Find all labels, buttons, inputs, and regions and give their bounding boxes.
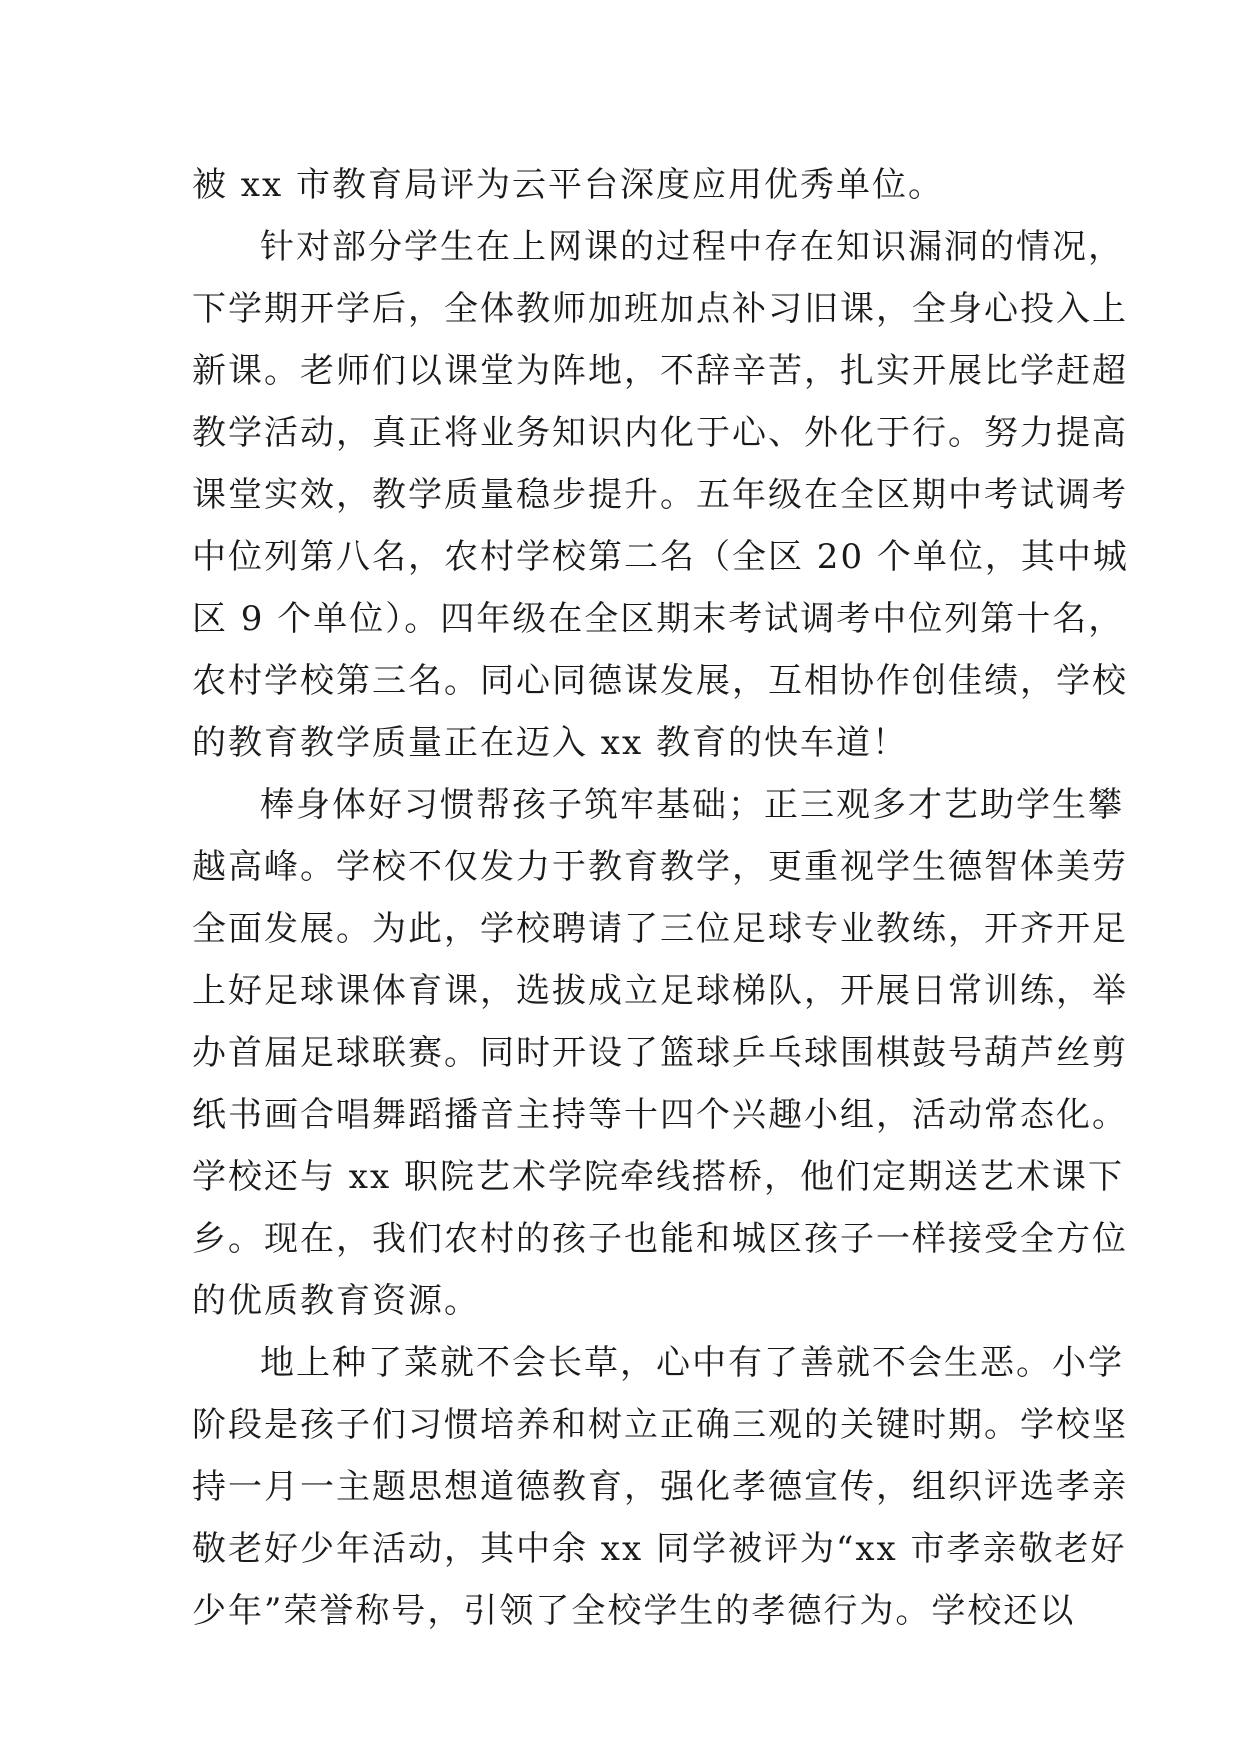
text-line: 棒身体好习惯帮孩子筑牢基础；正三观多才艺助学生攀 — [260, 785, 1124, 825]
text-line: 的教育教学质量正在迈入 xx 教育的快车道！ — [192, 723, 908, 763]
text-line: 少年”荣誉称号，引领了全校学生的孝德行为。学校还以 — [192, 1591, 1076, 1631]
text-line: 被 xx 市教育局评为云平台深度应用优秀单位。 — [192, 165, 944, 205]
text-line: 区 9 个单位）。四年级在全区期末考试调考中位列第十名， — [192, 599, 1125, 639]
text-line: 教学活动，真正将业务知识内化于心、外化于行。努力提高 — [192, 413, 1128, 453]
text-line: 中位列第八名，农村学校第二名（全区 20 个单位，其中城 — [192, 537, 1129, 577]
text-line: 地上种了菜就不会长草，心中有了善就不会生恶。小学 — [260, 1343, 1124, 1383]
text-line: 学校还与 xx 职院艺术学院牵线搭桥，他们定期送艺术课下 — [192, 1157, 1124, 1197]
paragraph-2 — [192, 216, 1129, 774]
text-line: 办首届足球联赛。同时开设了篮球乒乓球围棋鼓号葫芦丝剪 — [192, 1033, 1128, 1073]
text-line: 农村学校第三名。同心同德谋发展，互相协作创佳绩，学校 — [192, 661, 1128, 701]
text-line: 新课。老师们以课堂为阵地，不辞辛苦，扎实开展比学赶超 — [192, 351, 1128, 391]
text-line: 课堂实效，教学质量稳步提升。五年级在全区期中考试调考 — [192, 475, 1128, 515]
text-line: 上好足球课体育课，选拔成立足球梯队，开展日常训练，举 — [192, 971, 1128, 1011]
text-line: 越高峰。学校不仅发力于教育教学，更重视学生德智体美劳 — [192, 847, 1128, 887]
paragraph-4 — [192, 1332, 1128, 1642]
document-body — [192, 154, 1129, 1642]
text-line: 阶段是孩子们习惯培养和树立正确三观的关键时期。学校坚 — [192, 1405, 1128, 1445]
text-line: 乡。现在，我们农村的孩子也能和城区孩子一样接受全方位 — [192, 1219, 1128, 1259]
paragraph-3 — [192, 774, 1128, 1332]
text-line: 针对部分学生在上网课的过程中存在知识漏洞的情况， — [260, 227, 1124, 267]
text-line: 持一月一主题思想道德教育，强化孝德宣传，组织评选孝亲 — [192, 1467, 1128, 1507]
text-line: 纸书画合唱舞蹈播音主持等十四个兴趣小组，活动常态化。 — [192, 1095, 1128, 1135]
paragraph-1 — [192, 154, 1052, 216]
text-line: 下学期开学后，全体教师加班加点补习旧课，全身心投入上 — [192, 289, 1128, 329]
text-line: 敬老好少年活动，其中余 xx 同学被评为“xx 市孝亲敬老好 — [192, 1529, 1127, 1569]
text-line: 的优质教育资源。 — [192, 1281, 480, 1321]
text-line: 全面发展。为此，学校聘请了三位足球专业教练，开齐开足 — [192, 909, 1128, 949]
